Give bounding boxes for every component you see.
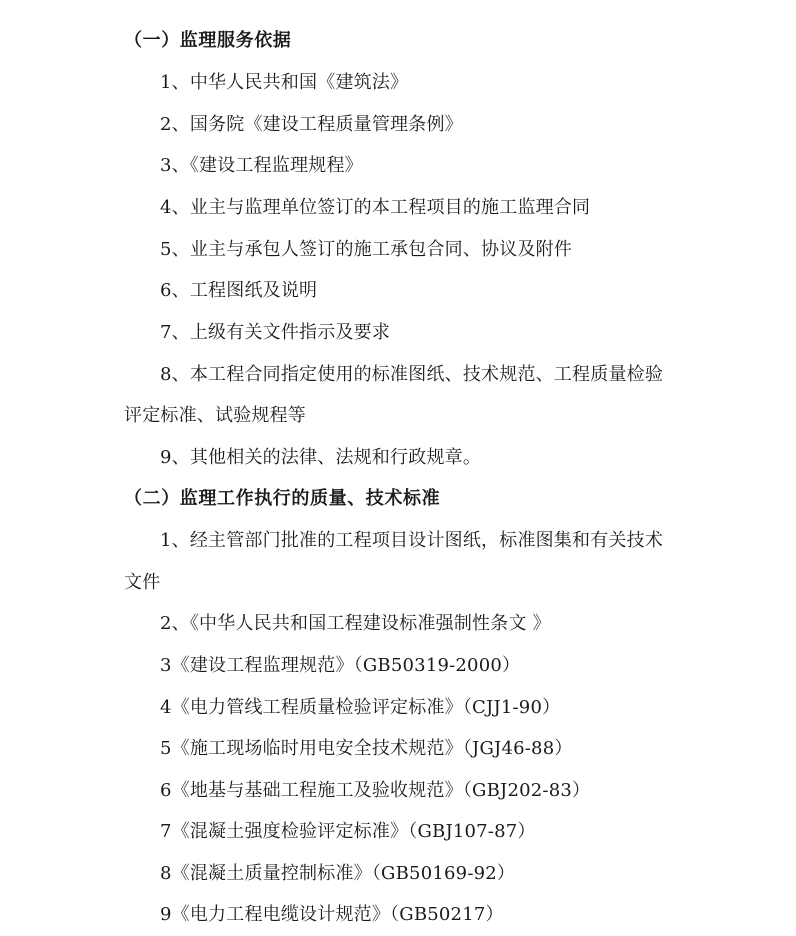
basis-item-7: 7、上级有关文件指示及要求 — [160, 322, 391, 343]
basis-item-2: 2、国务院《建设工程质量管理条例》 — [160, 114, 463, 135]
section-heading-basis: （一）监理服务依据 — [124, 30, 292, 51]
standard-item-1: 1、经主管部门批准的工程项目设计图纸，标准图集和有关技术 — [160, 530, 664, 551]
basis-item-4: 4、业主与监理单位签订的本工程项目的施工监理合同 — [160, 197, 591, 218]
basis-item-1: 1、中华人民共和国《建筑法》 — [160, 72, 409, 93]
basis-item-8-continuation: 评定标准、试验规程等 — [124, 405, 306, 426]
standard-item-9: 9《电力工程电缆设计规范》（GB50217） — [160, 904, 504, 925]
standard-item-7: 7《混凝土强度检验评定标准》（GBJ107-87） — [160, 821, 536, 842]
standard-item-3: 3《建设工程监理规范》（GB50319-2000） — [160, 655, 521, 676]
standard-item-8: 8《混凝土质量控制标准》（GB50169-92） — [160, 863, 516, 884]
standard-item-6: 6《地基与基础工程施工及验收规范》（GBJ202-83） — [160, 780, 591, 801]
section-heading-standards: （二）监理工作执行的质量、技术标准 — [124, 488, 441, 509]
standard-item-5: 5《施工现场临时用电安全技术规范》（JGJ46-88） — [160, 738, 573, 759]
standard-item-1-continuation: 文件 — [124, 572, 161, 593]
standard-item-2: 2、《中华人民共和国工程建设标准强制性条文 》 — [160, 613, 551, 634]
basis-item-5: 5、业主与承包人签订的施工承包合同、协议及附件 — [160, 239, 573, 260]
basis-item-3: 3、《建设工程监理规程》 — [160, 155, 363, 176]
basis-item-8: 8、本工程合同指定使用的标准图纸、技术规范、工程质量检验 — [160, 364, 664, 385]
standard-item-4: 4《电力管线工程质量检验评定标准》（CJJ1-90） — [160, 697, 561, 718]
basis-item-6: 6、工程图纸及说明 — [160, 280, 318, 301]
basis-item-9: 9、其他相关的法律、法规和行政规章。 — [160, 447, 482, 468]
